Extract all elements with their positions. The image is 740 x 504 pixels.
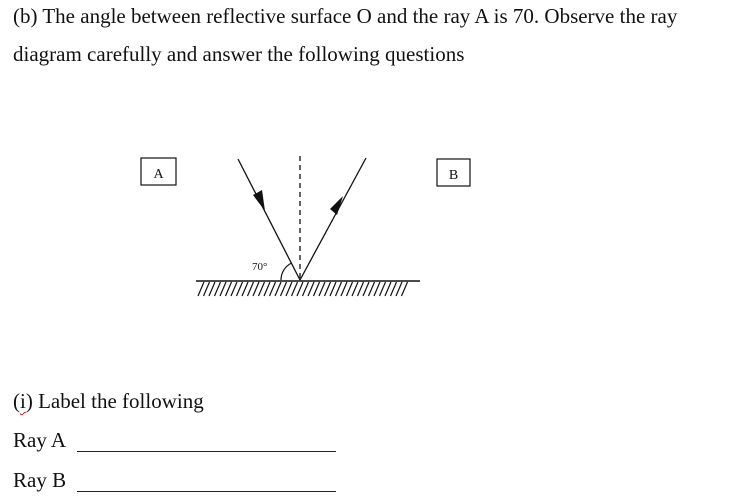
hatch-mark	[204, 282, 210, 296]
hatch-mark	[347, 282, 353, 296]
hatch-mark	[303, 282, 309, 296]
hatch-mark	[330, 282, 336, 296]
hatch-mark	[314, 282, 320, 296]
hatch-mark	[231, 282, 237, 296]
subquestion-heading-text: ) Label the following	[25, 389, 204, 413]
mirror-hatching	[198, 282, 408, 296]
subquestion-open-paren: (	[13, 389, 20, 413]
subquestion-numeral: i	[20, 389, 26, 413]
hatch-mark	[352, 282, 358, 296]
hatch-mark	[341, 282, 347, 296]
hatch-mark	[259, 282, 265, 296]
hatch-mark	[402, 282, 408, 296]
hatch-mark	[226, 282, 232, 296]
hatch-mark	[209, 282, 215, 296]
question-text-line-2: diagram carefully and answer the following questions	[13, 42, 465, 66]
reflected-ray	[300, 158, 366, 280]
ray-a-label: Ray A	[13, 428, 67, 452]
hatch-mark	[297, 282, 303, 296]
hatch-mark	[237, 282, 243, 296]
hatch-mark	[385, 282, 391, 296]
hatch-mark	[270, 282, 276, 296]
box-a-label: A	[153, 167, 164, 182]
hatch-mark	[286, 282, 292, 296]
hatch-mark	[253, 282, 259, 296]
hatch-mark	[358, 282, 364, 296]
angle-arc	[281, 263, 291, 280]
hatch-mark	[215, 282, 221, 296]
hatch-mark	[264, 282, 270, 296]
hatch-mark	[308, 282, 314, 296]
hatch-mark	[275, 282, 281, 296]
ray-b-label: Ray B	[13, 468, 67, 492]
box-b-label: B	[448, 168, 459, 183]
question-text-line-1: (b) The angle between reflective surface O and the ray A is 70. Observe the ray	[13, 4, 678, 28]
hatch-mark	[319, 282, 325, 296]
hatch-mark	[325, 282, 331, 296]
reflected-arrowhead	[330, 196, 343, 215]
hatch-mark	[220, 282, 226, 296]
box-a	[141, 158, 176, 185]
hatch-mark	[380, 282, 386, 296]
hatch-mark	[198, 282, 204, 296]
hatch-mark	[374, 282, 380, 296]
ray-b-answer-line[interactable]	[77, 491, 336, 492]
hatch-mark	[292, 282, 298, 296]
hatch-mark	[396, 282, 402, 296]
incident-ray	[238, 159, 300, 280]
ray-a-answer-line[interactable]	[77, 451, 336, 452]
angle-label: 70°	[252, 261, 268, 273]
hatch-mark	[281, 282, 287, 296]
hatch-mark	[248, 282, 254, 296]
hatch-mark	[242, 282, 248, 296]
hatch-mark	[369, 282, 375, 296]
hatch-mark	[363, 282, 369, 296]
box-b	[437, 159, 470, 186]
hatch-mark	[391, 282, 397, 296]
hatch-mark	[336, 282, 342, 296]
subquestion-heading	[13, 388, 204, 414]
